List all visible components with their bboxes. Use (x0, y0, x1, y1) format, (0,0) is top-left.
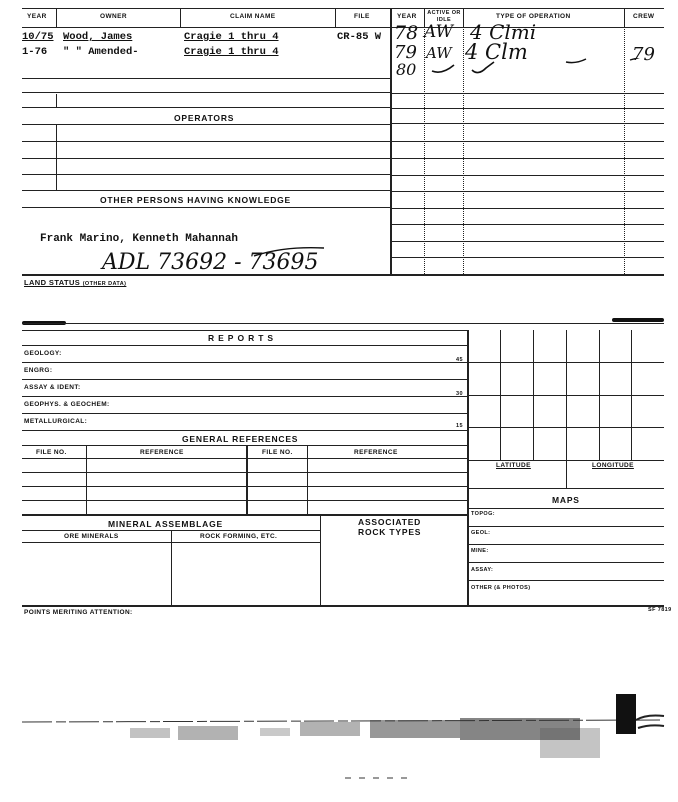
rule (22, 379, 467, 380)
handwritten-ditto-marks (418, 58, 648, 78)
rule (467, 562, 664, 563)
rule (22, 141, 390, 142)
claim-row-2-owner: " " Amended- (63, 46, 139, 58)
claim-row-1-year: 10/75 (22, 31, 54, 43)
rule (390, 108, 664, 109)
rule (22, 174, 390, 175)
activity-row-2-crew: 79 (632, 44, 655, 65)
divider (424, 27, 425, 274)
rule (22, 486, 467, 487)
rule (390, 191, 664, 192)
form-code: SF 7819 (648, 607, 672, 613)
rule (390, 141, 664, 142)
report-assay: ASSAY & IDENT: (24, 384, 81, 391)
rule (22, 274, 664, 276)
maps-mine: MINE: (471, 548, 489, 554)
grid-line (467, 395, 664, 396)
maps-other: OTHER (& PHOTOS) (471, 585, 531, 591)
rule (390, 123, 664, 124)
adl-numbers: ADL 73692 - 73695 (102, 250, 319, 275)
knowledge-persons: Frank Marino, Kenneth Mahannah (40, 233, 239, 245)
main-divider (467, 330, 469, 605)
maps-geol: GEOL: (471, 530, 491, 536)
col-crew: CREW (633, 13, 655, 20)
report-geophys: GEOPHYS. & GEOCHEM: (24, 401, 110, 408)
header-bottom-rule (22, 27, 664, 28)
activity-row-2-year: 79 (394, 42, 417, 63)
rule (22, 458, 467, 459)
scan-noise (0, 690, 678, 780)
row-number-30: 30 (456, 391, 463, 397)
land-status-title: LAND STATUS (OTHER DATA) (24, 278, 127, 287)
claim-row-1-claim: Cragie 1 thru 4 (184, 31, 279, 43)
divider (307, 445, 308, 514)
rule (390, 208, 664, 209)
points-meriting-attention: POINTS MERITING ATTENTION: (24, 609, 133, 616)
claim-row-1-owner: Wood, James (63, 31, 133, 43)
divider (86, 445, 87, 514)
row-number-15: 15 (456, 423, 463, 429)
grid-line (467, 362, 664, 363)
rule (390, 224, 664, 225)
activity-row-3-year: 80 (396, 60, 417, 79)
divider (624, 27, 625, 274)
grid-line (467, 427, 664, 428)
ref-col-file-no-1: FILE NO. (36, 449, 67, 456)
longitude-label: LONGITUDE (592, 462, 634, 469)
col-year-2: YEAR (397, 13, 417, 20)
rule (467, 544, 664, 545)
ore-minerals-label: ORE MINERALS (64, 533, 119, 540)
claim-row-1-file: CR-85 W (337, 31, 382, 43)
divider (463, 27, 464, 274)
ref-col-file-no-2: FILE NO. (262, 449, 293, 456)
activity-row-1-year: 78 (394, 22, 419, 44)
maps-assay: ASSAY: (471, 567, 494, 573)
rule (22, 362, 467, 363)
rule (22, 413, 467, 414)
divider (335, 8, 336, 27)
rule (22, 330, 467, 331)
header-top-rule (22, 8, 664, 9)
rock-forming-label: ROCK FORMING, ETC. (200, 533, 278, 540)
maps-topog: TOPOG: (471, 511, 495, 517)
rule (22, 345, 467, 346)
scan-mark (612, 318, 664, 322)
rule (22, 158, 390, 159)
divider (56, 8, 57, 27)
divider (624, 8, 625, 27)
rule (22, 107, 390, 108)
divider (566, 460, 567, 488)
rule (467, 580, 664, 581)
rule (22, 445, 467, 446)
rule (390, 257, 664, 258)
rule (390, 175, 664, 176)
handwritten-flourish (250, 246, 330, 258)
general-references-title: GENERAL REFERENCES (182, 434, 299, 444)
rule (22, 124, 390, 125)
rule (390, 241, 664, 242)
rule (22, 430, 467, 431)
associated-label: ASSOCIATED (358, 517, 422, 527)
divider (171, 530, 172, 605)
rule (467, 508, 664, 509)
ref-col-reference-1: REFERENCE (140, 449, 184, 456)
col-claim-name: CLAIM NAME (230, 13, 276, 20)
activity-row-1-type: 4 Clmi (470, 20, 537, 44)
col-active-idle: ACTIVE OR IDLE (427, 10, 461, 23)
rule (467, 526, 664, 527)
rule (22, 605, 664, 607)
report-metallurgical: METALLURGICAL: (24, 418, 88, 425)
rule (22, 514, 467, 516)
divider (56, 94, 57, 108)
activity-row-2-status: AW (426, 44, 452, 62)
rule (22, 92, 390, 93)
divider (320, 514, 321, 605)
divider (180, 8, 181, 27)
rule (390, 93, 664, 94)
rule (22, 472, 467, 473)
rock-types-label: ROCK TYPES (358, 527, 422, 537)
activity-row-2-type: 4 Clm (465, 40, 528, 64)
divider (463, 8, 464, 27)
activity-row-1-status: AW (424, 22, 454, 42)
col-owner: OWNER (100, 13, 127, 20)
rule (390, 158, 664, 159)
divider (246, 445, 248, 514)
reports-title: REPORTS (208, 333, 278, 343)
rule (22, 207, 390, 208)
knowledge-title: OTHER PERSONS HAVING KNOWLEDGE (100, 195, 292, 205)
divider (56, 124, 57, 190)
rule (22, 190, 390, 191)
rule (22, 500, 467, 501)
col-file: FILE (354, 13, 370, 20)
claim-row-2-year: 1-76 (22, 46, 48, 58)
ref-col-reference-2: REFERENCE (354, 449, 398, 456)
col-year: YEAR (27, 13, 47, 20)
report-geology: GEOLOGY: (24, 350, 62, 357)
maps-title: MAPS (552, 495, 580, 505)
operators-title: OPERATORS (174, 113, 235, 123)
claim-row-2-claim: Cragie 1 thru 4 (184, 46, 279, 58)
section-top-rule (22, 323, 664, 324)
mineral-assemblage-title: MINERAL ASSEMBLAGE (108, 519, 223, 529)
latitude-label: LATITUDE (496, 462, 531, 469)
rule (467, 488, 664, 489)
rule (22, 78, 390, 79)
row-number-45: 45 (456, 357, 463, 363)
rule (22, 396, 467, 397)
col-type-operation: TYPE OF OPERATION (496, 13, 571, 20)
report-engrg: ENGRG: (24, 367, 53, 374)
